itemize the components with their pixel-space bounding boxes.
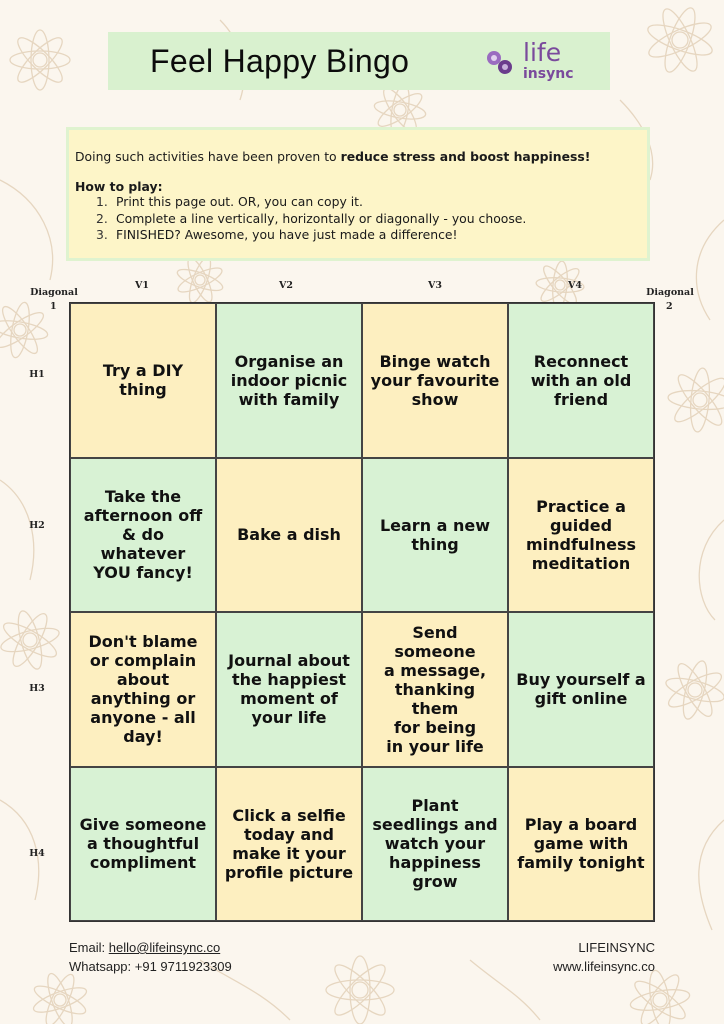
bingo-cell-text: Organise an indoor picnic with family: [230, 351, 348, 409]
intro-lead-bold: reduce stress and boost happiness!: [340, 149, 591, 164]
bingo-cell-text: Journal about the happiest moment of your life: [228, 651, 350, 728]
intro-lead: Doing such activities have been proven to: [75, 149, 341, 164]
title-banner: [108, 32, 610, 90]
diagonal-2-word: Diagonal: [646, 287, 694, 298]
bingo-cell: [362, 612, 508, 767]
bingo-cell: [216, 303, 362, 458]
bingo-cell: [508, 303, 654, 458]
bingo-cell-text: Try a DIY thing: [102, 361, 184, 400]
bingo-cell: [362, 767, 508, 922]
footer-whatsapp: Whatsapp: +91 9711923309: [69, 959, 232, 974]
bingo-cell-text: Learn a new thing: [379, 515, 491, 554]
bingo-cell: [508, 767, 654, 922]
bingo-cell: [362, 458, 508, 613]
step-text: Complete a line vertically, horizontally or diagonally - you choose.: [116, 210, 527, 226]
footer-email-line: [69, 938, 232, 957]
bingo-cell-text: Binge watch your favourite show: [370, 351, 500, 409]
bingo-cell: [508, 612, 654, 767]
bingo-cell: [70, 458, 216, 613]
bingo-cell: [362, 303, 508, 458]
lifeinsync-logo: [483, 40, 603, 84]
list-item: [96, 211, 526, 228]
list-item: [96, 194, 526, 211]
row-label-h1: H1: [29, 369, 45, 380]
bingo-cell-text: Practice a guided mindfulness meditation: [525, 496, 637, 573]
column-label-v1: V1: [135, 280, 149, 291]
bingo-cell-text: Play a board game with family tonight: [517, 815, 645, 873]
instructions-box: [66, 127, 650, 261]
row-label-h2: H2: [29, 520, 45, 531]
diagonal-1-word: Diagonal: [30, 287, 78, 298]
column-label-v2: V2: [279, 280, 293, 291]
footer-contact: [69, 938, 232, 976]
bingo-cell: [216, 767, 362, 922]
bingo-cell: [70, 612, 216, 767]
bingo-cell-text: Reconnect with an old friend: [530, 351, 632, 409]
how-to-play-heading: How to play:: [75, 179, 163, 194]
bingo-cell: [70, 767, 216, 922]
step-text: FINISHED? Awesome, you have just made a difference!: [116, 227, 458, 242]
bingo-cell: [216, 458, 362, 613]
diagonal-2-number: 2: [666, 301, 673, 312]
steps-list: [96, 194, 526, 244]
page-title: Feel Happy Bingo: [150, 43, 410, 79]
footer-website[interactable]: www.lifeinsync.co: [553, 959, 655, 974]
bingo-cell: [216, 612, 362, 767]
email-link[interactable]: hello@lifeinsync.co: [108, 940, 221, 955]
diagonal-1-number: 1: [50, 301, 57, 312]
step-number: 1.: [96, 194, 108, 209]
bingo-cell-text: Don't blame or complain about anything or anyone - all day!: [88, 632, 198, 747]
logo-word-life: life: [523, 38, 562, 67]
step-text: Print this page out. OR, you can copy it.: [116, 194, 363, 209]
bingo-cell-text: Buy yourself a gift online: [516, 670, 646, 709]
row-label-h4: H4: [29, 848, 45, 859]
logo-word-insync: insync: [523, 66, 574, 82]
column-label-v3: V3: [428, 280, 442, 291]
bingo-cell-text: Send someone a message, thanking them for being in your life: [383, 622, 487, 756]
column-label-v4: V4: [568, 280, 582, 291]
bingo-cell-text: Take the afternoon off & do whatever YOU fancy!: [83, 487, 203, 583]
step-number: 3.: [96, 227, 108, 242]
bingo-cell-text: Give someone a thoughtful compliment: [79, 815, 207, 873]
row-label-h3: H3: [29, 683, 45, 694]
bingo-cell-text: Plant seedlings and watch your happiness grow: [372, 796, 498, 892]
intro-text: [75, 149, 590, 164]
step-number: 2.: [96, 210, 108, 226]
email-label: Email:: [69, 940, 109, 955]
bingo-grid: [69, 302, 655, 922]
list-item: [96, 227, 526, 244]
bingo-cell-text: Click a selfie today and make it your profile picture: [224, 805, 354, 882]
logo-dots-icon: [485, 48, 517, 76]
footer-brand-name: LIFEINSYNC: [578, 940, 655, 955]
footer-brand: [553, 938, 655, 976]
bingo-cell-text: Bake a dish: [237, 525, 341, 545]
bingo-cell: [508, 458, 654, 613]
bingo-cell: [70, 303, 216, 458]
